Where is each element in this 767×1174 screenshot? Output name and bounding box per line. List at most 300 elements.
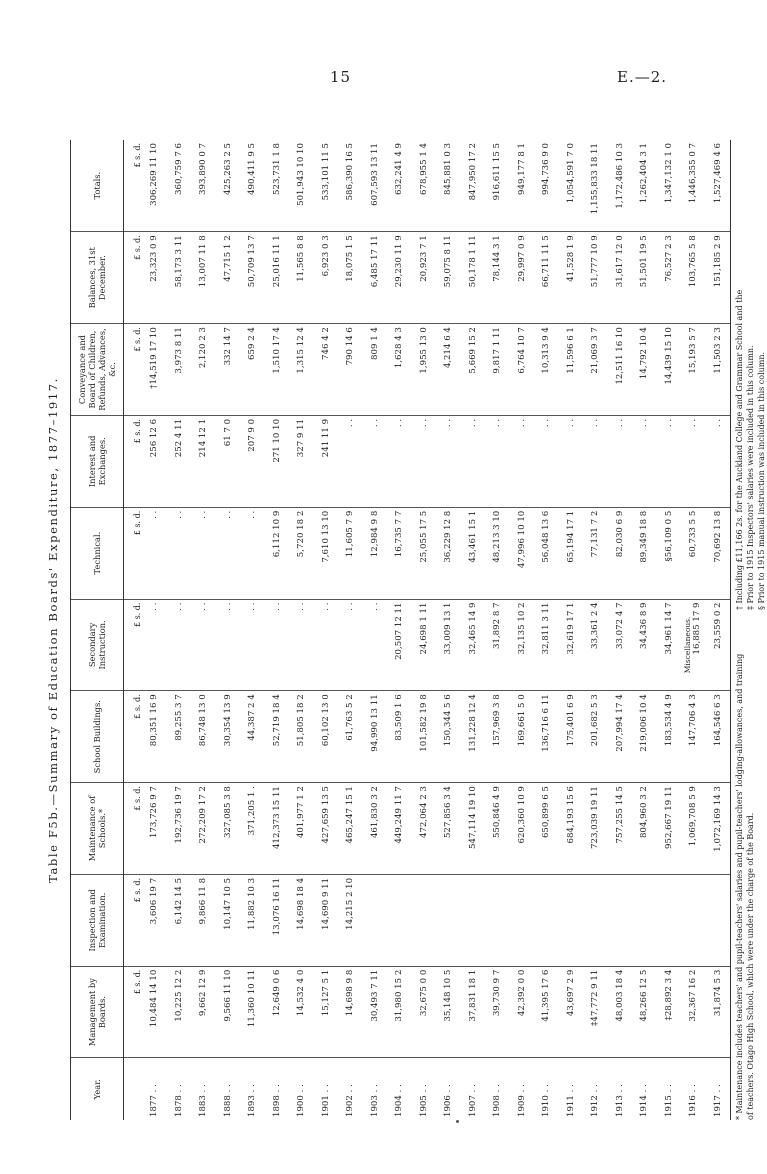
table-cell: 101,582 19 8 [412, 691, 437, 783]
footnote-double-dagger: ‡ Prior to 1915 Inspectors' salaries were included in this column. [746, 345, 755, 610]
table-cell: 13,007 11 8 [191, 232, 216, 324]
table-cell: 607,593 13 11 [363, 140, 388, 232]
year-cell: 1910 . . [541, 1084, 552, 1117]
table-cell: 746 4 2 [314, 324, 339, 416]
table-cell: 241 11 9 [314, 415, 339, 507]
table-cell: . . [191, 599, 216, 691]
table-cell: 14,698 9 8 [338, 966, 363, 1058]
table-cell: 31,617 12 0 [608, 232, 633, 324]
table-cell: 207 9 0 [240, 415, 265, 507]
table-cell: 11,882 10 3 [240, 874, 265, 966]
table-cell: 77,131 7 2 [583, 507, 608, 599]
table-cell: 50,178 1 11 [461, 232, 486, 324]
table-cell: . . [436, 415, 461, 507]
table-cell: 47,715 1 2 [216, 232, 241, 324]
table-cell: 620,360 10 9 [510, 783, 535, 875]
table-cell: 33,072 4 7 [608, 599, 633, 691]
table-cell: 256 12 6 [142, 415, 167, 507]
table-cell: 3,973 8 11 [167, 324, 192, 416]
table-cell: 48,003 18 4 [608, 966, 633, 1058]
table-cell: 271 10 10 [265, 415, 290, 507]
table-cell: 6,112 10 9 [265, 507, 290, 599]
year-cell: 1905 . . [418, 1084, 429, 1117]
unit-cell: £ s. d. [124, 415, 143, 507]
table-cell [681, 874, 706, 966]
table-cell: 547,114 19 10 [461, 783, 486, 875]
table-cell: . . [387, 415, 412, 507]
unit-cell: £ s. d. [124, 874, 143, 966]
table-cell: 501,943 10 10 [289, 140, 314, 232]
table-cell: 58,173 3 11 [167, 232, 192, 324]
table-cell: . . [240, 507, 265, 599]
table-cell: 371,205 1 . [240, 783, 265, 875]
table-row [559, 140, 584, 1120]
expenditure-table [70, 140, 731, 1120]
year-cell: 1907 . . [467, 1084, 478, 1117]
unit-cell: £ s. d. [124, 232, 143, 324]
table-cell: 9,662 12 9 [191, 966, 216, 1058]
table-cell: 61 7 0 [216, 415, 241, 507]
table-cell [387, 874, 412, 966]
table-cell: 59,075 8 11 [436, 232, 461, 324]
table-cell: 70,692 13 8 [706, 507, 731, 599]
table-cell: . . [265, 599, 290, 691]
table-cell: 51,777 10 9 [583, 232, 608, 324]
year-cell: 1901 . . [320, 1084, 331, 1117]
table-cell: 659 2 4 [240, 324, 265, 416]
table-cell [461, 874, 486, 966]
table-cell: 3,606 19 7 [142, 874, 167, 966]
table-cell: 21,069 3 7 [583, 324, 608, 416]
table-cell: 23,559 0 2 [706, 599, 731, 691]
table-cell: 847,950 17 2 [461, 140, 486, 232]
table-row [363, 140, 388, 1120]
table-cell: 48,213 3 10 [485, 507, 510, 599]
table-cell: 14,215 2 10 [338, 874, 363, 966]
year-cell: 1903 . . [369, 1084, 380, 1117]
table-cell: 845,881 0 3 [436, 140, 461, 232]
table-cell: 82,030 6 9 [608, 507, 633, 599]
table-cell: 183,534 4 9 [657, 691, 682, 783]
rotated-table-panel [40, 140, 766, 1120]
column-header: Maintenance of Schools.* [71, 783, 124, 875]
table-cell: 32,811 3 11 [534, 599, 559, 691]
table-cell: 14,690 9 11 [314, 874, 339, 966]
year-cell: 1909 . . [516, 1084, 527, 1117]
table-cell: 449,249 11 7 [387, 783, 412, 875]
table-cell: 50,709 13 7 [240, 232, 265, 324]
table-cell: 15,193 5 7 [681, 324, 706, 416]
year-cell: 1878 . . [173, 1084, 184, 1117]
table-cell: 949,177 8 1 [510, 140, 535, 232]
column-header: Balances, 31st December. [71, 232, 124, 324]
table-cell: 393,890 0 7 [191, 140, 216, 232]
table-cell: 30,493 7 11 [363, 966, 388, 1058]
table-cell: . . [240, 599, 265, 691]
table-row [240, 140, 265, 1120]
miscellaneous-label: Miscellaneous. [683, 616, 693, 674]
units-row [124, 140, 143, 1120]
table-cell: 94,990 13 11 [363, 691, 388, 783]
table-cell: 533,101 11 5 [314, 140, 339, 232]
footnotes [734, 140, 767, 1120]
table-cell: . . [632, 415, 657, 507]
table-cell: . . [363, 415, 388, 507]
table-cell: . . [167, 507, 192, 599]
table-cell: 24,698 1 11 [412, 599, 437, 691]
year-cell: 1902 . . [345, 1084, 356, 1117]
table-cell: 32,367 16 2 [681, 966, 706, 1058]
table-cell: 360,759 7 6 [167, 140, 192, 232]
table-cell [534, 874, 559, 966]
table-row [632, 140, 657, 1120]
table-cell: 80,351 16 9 [142, 691, 167, 783]
table-cell: 164,546 6 3 [706, 691, 731, 783]
table-cell: . . [167, 599, 192, 691]
table-row [142, 140, 167, 1120]
column-header: Secondary Instruction. [71, 599, 124, 691]
table-row [338, 140, 363, 1120]
table-cell: 757,255 14 5 [608, 783, 633, 875]
table-cell: 461,830 3 2 [363, 783, 388, 875]
table-cell: 9,566 11 10 [216, 966, 241, 1058]
table-cell: 550,846 4 9 [485, 783, 510, 875]
stray-mark [456, 1120, 459, 1123]
table-cell: 5,720 18 2 [289, 507, 314, 599]
table-cell: 192,736 19 7 [167, 783, 192, 875]
footnote-star: * Maintenance includes teachers' and pupil-teachers' salaries and pupil-teachers' lodging-allowances, and training of teachers. Otago High School, which were under the charge of the Board. [735, 653, 755, 1120]
table-cell [412, 874, 437, 966]
table-cell: 61,763 5 2 [338, 691, 363, 783]
table-cell: 684,193 15 6 [559, 783, 584, 875]
year-cell: 1900 . . [296, 1084, 307, 1117]
table-cell: 252 4 11 [167, 415, 192, 507]
table-cell: 1,172,486 10 3 [608, 140, 633, 232]
table-cell: 11,503 2 3 [706, 324, 731, 416]
table-cell: 219,006 10 4 [632, 691, 657, 783]
table-cell: 201,682 5 3 [583, 691, 608, 783]
table-row [534, 140, 559, 1120]
table-cell: 9,866 11 8 [191, 874, 216, 966]
table-cell: 1,510 17 4 [265, 324, 290, 416]
table-row [265, 140, 290, 1120]
table-cell [681, 599, 706, 691]
table-cell: 2,120 2 3 [191, 324, 216, 416]
table-cell: 412,373 15 11 [265, 783, 290, 875]
table-cell: 65,194 17 1 [559, 507, 584, 599]
year-cell: 1912 . . [590, 1084, 601, 1117]
table-cell: 43,461 15 1 [461, 507, 486, 599]
table-row [657, 140, 682, 1120]
table-cell: 327 9 11 [289, 415, 314, 507]
table-cell: 83,509 1 6 [387, 691, 412, 783]
table-cell: 4,214 6 4 [436, 324, 461, 416]
year-cell: 1877 . . [149, 1084, 160, 1117]
table-cell: 465,247 15 1 [338, 783, 363, 875]
table-cell: 11,360 10 11 [240, 966, 265, 1058]
table-cell [559, 874, 584, 966]
column-header: Inspection and Examination. [71, 874, 124, 966]
table-cell: 31,980 15 2 [387, 966, 412, 1058]
table-cell: . . [559, 415, 584, 507]
table-cell: 1,155,833 18 11 [583, 140, 608, 232]
page-number: 15 [330, 68, 352, 86]
table-cell: 790 14 6 [338, 324, 363, 416]
table-cell: 150,344 5 6 [436, 691, 461, 783]
table-cell: 523,731 1 8 [265, 140, 290, 232]
table-cell: 20,507 12 11 [387, 599, 412, 691]
year-cell: 1904 . . [394, 1084, 405, 1117]
table-cell: . . [706, 415, 731, 507]
table-cell: 1,069,708 5 9 [681, 783, 706, 875]
table-cell: . . [412, 415, 437, 507]
table-cell: 60,733 5 5 [681, 507, 706, 599]
table-cell: 7,610 13 10 [314, 507, 339, 599]
table-cell: 207,994 17 4 [608, 691, 633, 783]
table-cell: 35,148 10 5 [436, 966, 461, 1058]
table-cell: 173,726 9 7 [142, 783, 167, 875]
table-cell: 6,142 14 5 [167, 874, 192, 966]
table-cell: . . [681, 415, 706, 507]
table-cell: 47,996 10 10 [510, 507, 535, 599]
table-cell: 56,048 13 6 [534, 507, 559, 599]
table-cell: . . [583, 415, 608, 507]
table-cell: . . [314, 599, 339, 691]
table-cell: . . [142, 599, 167, 691]
table-cell: 51,501 19 5 [632, 232, 657, 324]
table-cell: 25,055 17 5 [412, 507, 437, 599]
footnote-section: § Prior to 1915 manual instruction was included in this column. [757, 351, 766, 610]
table-cell-value: 16,885 17 9 [692, 602, 703, 655]
table-cell: 10,225 12 2 [167, 966, 192, 1058]
table-cell: 78,144 3 1 [485, 232, 510, 324]
table-cell: 30,354 13 9 [216, 691, 241, 783]
table-cell: 175,401 6 9 [559, 691, 584, 783]
column-header: Management by Boards. [71, 966, 124, 1058]
table-cell: 14,532 4 0 [289, 966, 314, 1058]
table-cell: 10,147 10 5 [216, 874, 241, 966]
column-header: Interest and Exchanges. [71, 415, 124, 507]
table-cell: 306,269 11 10 [142, 140, 167, 232]
column-header: Technical. [71, 507, 124, 599]
table-cell: 29,230 11 9 [387, 232, 412, 324]
table-cell: 136,716 6 11 [534, 691, 559, 783]
table-cell: 1,315 12 4 [289, 324, 314, 416]
year-cell: 1916 . . [688, 1084, 699, 1117]
unit-cell: £ s. d. [124, 966, 143, 1058]
unit-cell: £ s. d. [124, 140, 143, 232]
table-cell [706, 874, 731, 966]
table-cell: 89,349 18 8 [632, 507, 657, 599]
year-cell: 1915 . . [663, 1084, 674, 1117]
table-row [436, 140, 461, 1120]
table-cell: 916,611 15 5 [485, 140, 510, 232]
table-cell: 1,628 4 3 [387, 324, 412, 416]
table-cell: 427,659 13 5 [314, 783, 339, 875]
table-cell: 23,323 0 9 [142, 232, 167, 324]
table-cell: 18,075 1 5 [338, 232, 363, 324]
table-cell: 14,439 15 10 [657, 324, 682, 416]
table-cell: 678,955 1 4 [412, 140, 437, 232]
table-cell: 16,735 7 7 [387, 507, 412, 599]
table-cell: 632,241 4 9 [387, 140, 412, 232]
table-cell: 1,054,591 7 0 [559, 140, 584, 232]
table-cell: 650,899 6 5 [534, 783, 559, 875]
year-cell: 1906 . . [443, 1084, 454, 1117]
table-cell: 6,764 10 7 [510, 324, 535, 416]
table-cell: 60,102 13 0 [314, 691, 339, 783]
table-cell: . . [338, 599, 363, 691]
table-cell: 41,395 17 6 [534, 966, 559, 1058]
table-row [608, 140, 633, 1120]
table-cell: . . [216, 599, 241, 691]
table-cell: 151,185 2 9 [706, 232, 731, 324]
table-cell [632, 874, 657, 966]
table-cell: 272,209 17 2 [191, 783, 216, 875]
year-cell: 1911 . . [565, 1084, 576, 1117]
table-cell: 10,313 9 4 [534, 324, 559, 416]
table-cell: 25,016 11 1 [265, 232, 290, 324]
table-cell: ‡28,892 3 4 [657, 966, 682, 1058]
unit-cell: £ s. d. [124, 783, 143, 875]
table-cell: 42,392 0 0 [510, 966, 535, 1058]
table-cell: 586,390 16 5 [338, 140, 363, 232]
table-cell: 12,984 9 8 [363, 507, 388, 599]
table-cell: 33,009 13 1 [436, 599, 461, 691]
table-cell: 32,619 17 1 [559, 599, 584, 691]
year-cell: 1914 . . [639, 1084, 650, 1117]
table-cell: . . [485, 415, 510, 507]
unit-cell: £ s. d. [124, 691, 143, 783]
table-cell: 12,649 0 6 [265, 966, 290, 1058]
table-cell: 1,527,469 4 6 [706, 140, 731, 232]
table-row [485, 140, 510, 1120]
table-cell: 48,266 12 5 [632, 966, 657, 1058]
table-cell: 14,698 18 4 [289, 874, 314, 966]
table-cell: 10,484 14 10 [142, 966, 167, 1058]
table-row [681, 140, 706, 1120]
table-cell: 1,262,404 3 1 [632, 140, 657, 232]
table-cell [485, 874, 510, 966]
table-cell: 66,711 11 5 [534, 232, 559, 324]
table-cell: . . [142, 507, 167, 599]
table-cell: 36,229 12 8 [436, 507, 461, 599]
table-cell: 13,076 16 11 [265, 874, 290, 966]
year-cell: 1883 . . [198, 1084, 209, 1117]
table-cell: 804,960 3 2 [632, 783, 657, 875]
table-cell: †14,519 17 10 [142, 324, 167, 416]
table-cell: . . [657, 415, 682, 507]
year-cell: 1917 . . [706, 1058, 731, 1120]
table-row [191, 140, 216, 1120]
column-header: Totals. [71, 140, 124, 232]
table-cell: 425,263 2 5 [216, 140, 241, 232]
table-cell: 6,923 0 3 [314, 232, 339, 324]
table-title: Table F5b.—Summary of Education Boards' Expenditure, 1877–1917. [46, 377, 60, 883]
table-cell: 12,511 16 10 [608, 324, 633, 416]
table-cell: 952,667 19 11 [657, 783, 682, 875]
table-row [461, 140, 486, 1120]
table-row [216, 140, 241, 1120]
table-cell: 490,411 9 5 [240, 140, 265, 232]
table-cell: 39,730 9 7 [485, 966, 510, 1058]
table-cell: 52,719 18 4 [265, 691, 290, 783]
table-cell: 44,387 2 4 [240, 691, 265, 783]
table-cell: 32,135 10 2 [510, 599, 535, 691]
table-cell: 11,596 6 1 [559, 324, 584, 416]
table-cell: 1,072,169 14 3 [706, 783, 731, 875]
table-cell: 86,748 13 0 [191, 691, 216, 783]
table-header-row [71, 140, 124, 1120]
table-cell: 32,675 0 0 [412, 966, 437, 1058]
table-cell: 1,446,355 0 7 [681, 140, 706, 232]
table-cell: 43,697 2 9 [559, 966, 584, 1058]
year-cell: 1893 . . [247, 1084, 258, 1117]
table-cell: 327,085 3 8 [216, 783, 241, 875]
table-cell: 147,706 4 3 [681, 691, 706, 783]
table-cell: 472,064 2 3 [412, 783, 437, 875]
table-cell: 169,661 5 0 [510, 691, 535, 783]
column-header: School Buildings. [71, 691, 124, 783]
table-cell: . . [191, 507, 216, 599]
table-cell: 20,923 7 1 [412, 232, 437, 324]
column-header: Year. [71, 1058, 124, 1120]
table-cell [583, 874, 608, 966]
table-cell: 994,736 9 0 [534, 140, 559, 232]
table-cell [608, 874, 633, 966]
unit-cell: £ s. d. [124, 324, 143, 416]
table-cell: 89,255 3 7 [167, 691, 192, 783]
table-cell: 723,039 19 11 [583, 783, 608, 875]
table-cell: 214 12 1 [191, 415, 216, 507]
page-code: E.—2. [617, 68, 668, 86]
table-row [583, 140, 608, 1120]
table-cell: 332 14 7 [216, 324, 241, 416]
table-cell [436, 874, 461, 966]
table-cell: . . [534, 415, 559, 507]
table-cell: 103,765 5 8 [681, 232, 706, 324]
year-cell: 1908 . . [492, 1084, 503, 1117]
unit-cell: £ s. d. [124, 507, 143, 599]
table-cell: 76,527 2 3 [657, 232, 682, 324]
column-header: Conveyance and Board of Children, Refunds, Advances, &c. [71, 324, 124, 416]
table-row [412, 140, 437, 1120]
table-cell: 15,127 5 1 [314, 966, 339, 1058]
year-cell: 1898 . . [271, 1084, 282, 1117]
table-cell: 31,892 8 7 [485, 599, 510, 691]
table-cell: 41,528 1 9 [559, 232, 584, 324]
footnote-dagger: † Including £11,166 2s. for the Auckland College and Grammar School and the [735, 289, 744, 610]
table-cell: 34,436 8 9 [632, 599, 657, 691]
table-cell: 131,228 12 4 [461, 691, 486, 783]
unit-cell [124, 1058, 143, 1120]
table-cell: 9,817 1 11 [485, 324, 510, 416]
table-cell: 6,485 17 11 [363, 232, 388, 324]
table-row [706, 140, 731, 1120]
table-cell: 1,347,132 1 0 [657, 140, 682, 232]
table-cell: 31,874 5 3 [706, 966, 731, 1058]
table-cell: . . [461, 415, 486, 507]
table-cell: 11,565 8 8 [289, 232, 314, 324]
table-cell: 32,465 14 9 [461, 599, 486, 691]
table-cell: 14,792 10 4 [632, 324, 657, 416]
table-cell: . . [338, 415, 363, 507]
table-cell: §56,109 0 5 [657, 507, 682, 599]
table-cell: 809 1 4 [363, 324, 388, 416]
year-cell: 1888 . . [222, 1084, 233, 1117]
table-cell: 11,605 7 9 [338, 507, 363, 599]
table-row [314, 140, 339, 1120]
